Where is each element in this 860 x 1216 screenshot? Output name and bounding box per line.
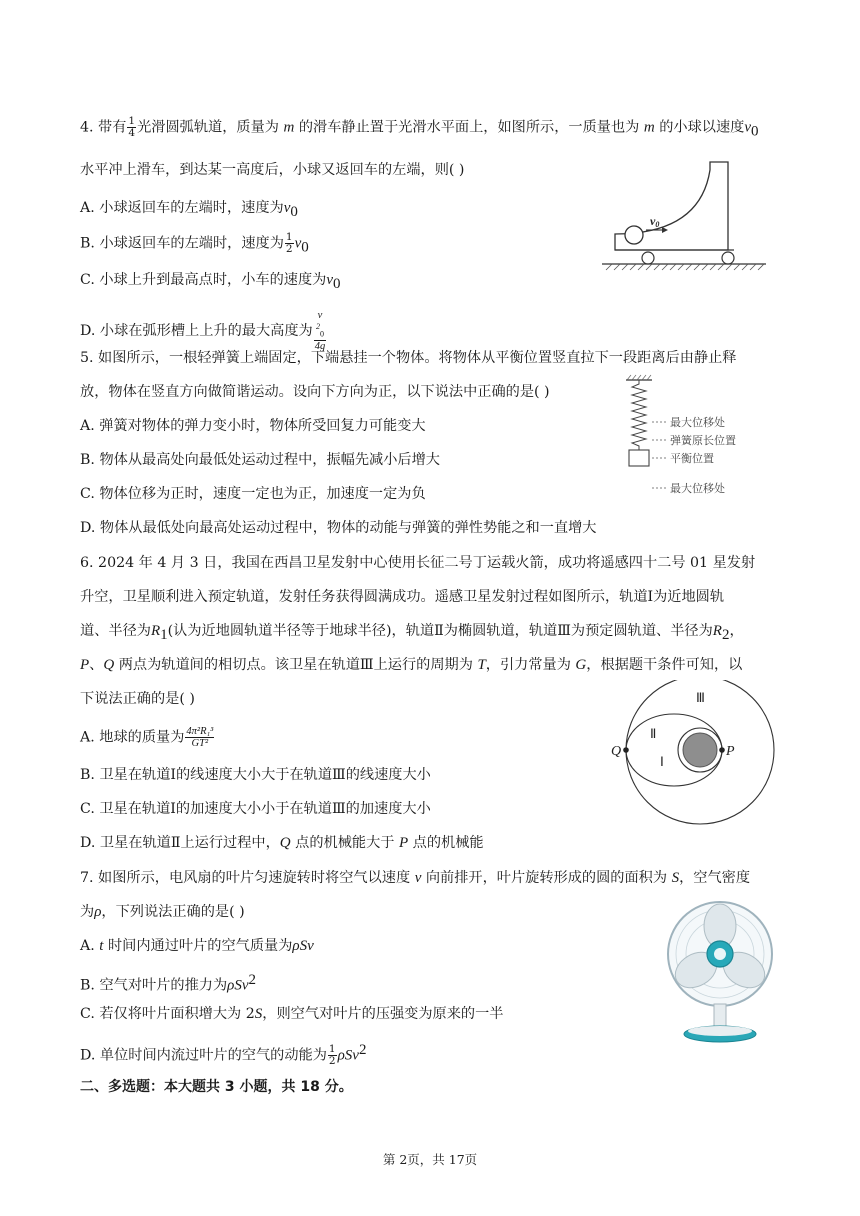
q6-option-c: C. 卫星在轨道Ⅰ的加速度大小小于在轨道Ⅲ的加速度大小 (80, 801, 431, 817)
q7-stem-line2: 为ρ，下列说法正确的是( ) (80, 904, 245, 920)
q4-stem-line2: 水平冲上滑车，到达某一高度后，小球又返回车的左端，则( ) (80, 162, 465, 178)
q6-option-d: D. 卫星在轨道Ⅱ上运行过程中，Q 点的机械能大于 P 点的机械能 (80, 835, 484, 851)
svg-text:Ⅱ: Ⅱ (650, 726, 657, 741)
q7-option-d: D. 单位时间内流过叶片的空气的动能为 $\frac{1}{2}$ ρSv$^2$ (80, 1042, 367, 1068)
q4-option-c: C. 小球上升到最高点时，小车的速度为$v_0$ (80, 272, 341, 292)
q4-option-b: B. 小球返回车的左端时，速度为 $\frac{1}{2}$ $v_0$ (80, 231, 309, 256)
q6-option-b: B. 卫星在轨道Ⅰ的线速度大小大于在轨道Ⅲ的线速度大小 (80, 767, 431, 783)
q7-option-c: C. 若仅将叶片面积增大为 2S，则空气对叶片的压强变为原来的一半 (80, 1006, 504, 1022)
q7-stem-line1: 7. 如图所示，电风扇的叶片匀速旋转时将空气以速度 v 向前排开，叶片旋转形成的圆的面积为 S，空气密度 (80, 870, 751, 886)
quarter-fraction: $\frac{1}{4}$ (128, 115, 136, 139)
svg-text:平衡位置: 平衡位置 (670, 452, 714, 465)
svg-text:P: P (726, 744, 735, 759)
q7-option-a: A. t 时间内通过叶片的空气质量为ρSv (80, 938, 314, 954)
q7-option-b: B. 空气对叶片的推力为ρSv$^2$ (80, 972, 256, 994)
q5-option-a: A. 弹簧对物体的弹力变小时，物体所受回复力可能变大 (80, 418, 426, 434)
q6-stem-line2: 升空，卫星顺利进入预定轨道，发射任务获得圆满成功。遥感卫星发射过程如图所示，轨道Ⅰ为近地圆轨 (80, 589, 725, 605)
q5-stem-line2: 放，物体在竖直方向做简谐运动。设向下方向为正，以下说法中正确的是( ) (80, 384, 550, 400)
q6-orbit-figure (604, 680, 784, 830)
q4-option-d: D. 小球在弧形槽上上升的最大高度为 v $^2_0$ 4g (80, 310, 326, 352)
q5-option-b: B. 物体从最高处向最低处运动过程中，振幅先减小后增大 (80, 452, 440, 468)
svg-text:Q: Q (611, 744, 622, 759)
q4-option-a: A. 小球返回车的左端时，速度为$v_0$ (80, 200, 298, 220)
svg-text:v0: v0 (650, 214, 660, 229)
q6-option-a: A. 地球的质量为 $\frac{\text{4π²R₁³}}{\text{GT²}}$ (80, 726, 214, 749)
q4-stem-line1: 4. 带有 $\frac{1}{4}$ 光滑圆弧轨道，质量为 m 的滑车静止置于光滑水平面上，如图所示，一质量也为 m 的小球以速度$v_0$ (80, 115, 759, 140)
svg-text:Ⅲ: Ⅲ (696, 690, 705, 705)
q6-stem-line4: P、Q 两点为轨道间的相切点。该卫星在轨道Ⅲ上运行的周期为 T，引力常量为 G，根据题干条件可知，以 (80, 657, 743, 673)
svg-text:Ⅰ: Ⅰ (660, 754, 664, 769)
svg-text:最大位移处: 最大位移处 (670, 416, 725, 429)
svg-text:弹簧原长位置: 弹簧原长位置 (670, 434, 736, 447)
q7-fan-figure (662, 898, 780, 1046)
q4-cart-figure (600, 150, 770, 275)
q6-stem-line5: 下说法正确的是( ) (80, 691, 195, 707)
page-footer: 第 2页，共 17页 (382, 1152, 478, 1167)
ball (625, 226, 643, 244)
q5-option-d: D. 物体从最低处向最高处运动过程中，物体的动能与弹簧的弹性势能之和一直增大 (80, 520, 597, 536)
section-title: 二、多选题：本大题共 3 小题，共 18 分。 (80, 1079, 353, 1095)
q6-stem-line1: 6. 2024 年 4 月 3 日，我国在西昌卫星发射中心使用长征二号丁运载火箭，成功将遥感四十二号 01 星发射 (80, 555, 756, 571)
q6-stem-line3: 道、半径为$R_1$(认为近地圆轨道半径等于地球半径)，轨道Ⅱ为椭圆轨道，轨道Ⅲ为预定圆轨道、半径为$R_2$， (80, 623, 744, 643)
svg-text:最大位移处: 最大位移处 (670, 482, 725, 495)
q5-option-c: C. 物体位移为正时，速度一定也为正，加速度一定为负 (80, 486, 426, 502)
q5-spring-figure (618, 372, 758, 500)
q5-stem-line1: 5. 如图所示，一根轻弹簧上端固定，下端悬挂一个物体。将物体从平衡位置竖直拉下一段距离后由静止释 (80, 350, 737, 366)
